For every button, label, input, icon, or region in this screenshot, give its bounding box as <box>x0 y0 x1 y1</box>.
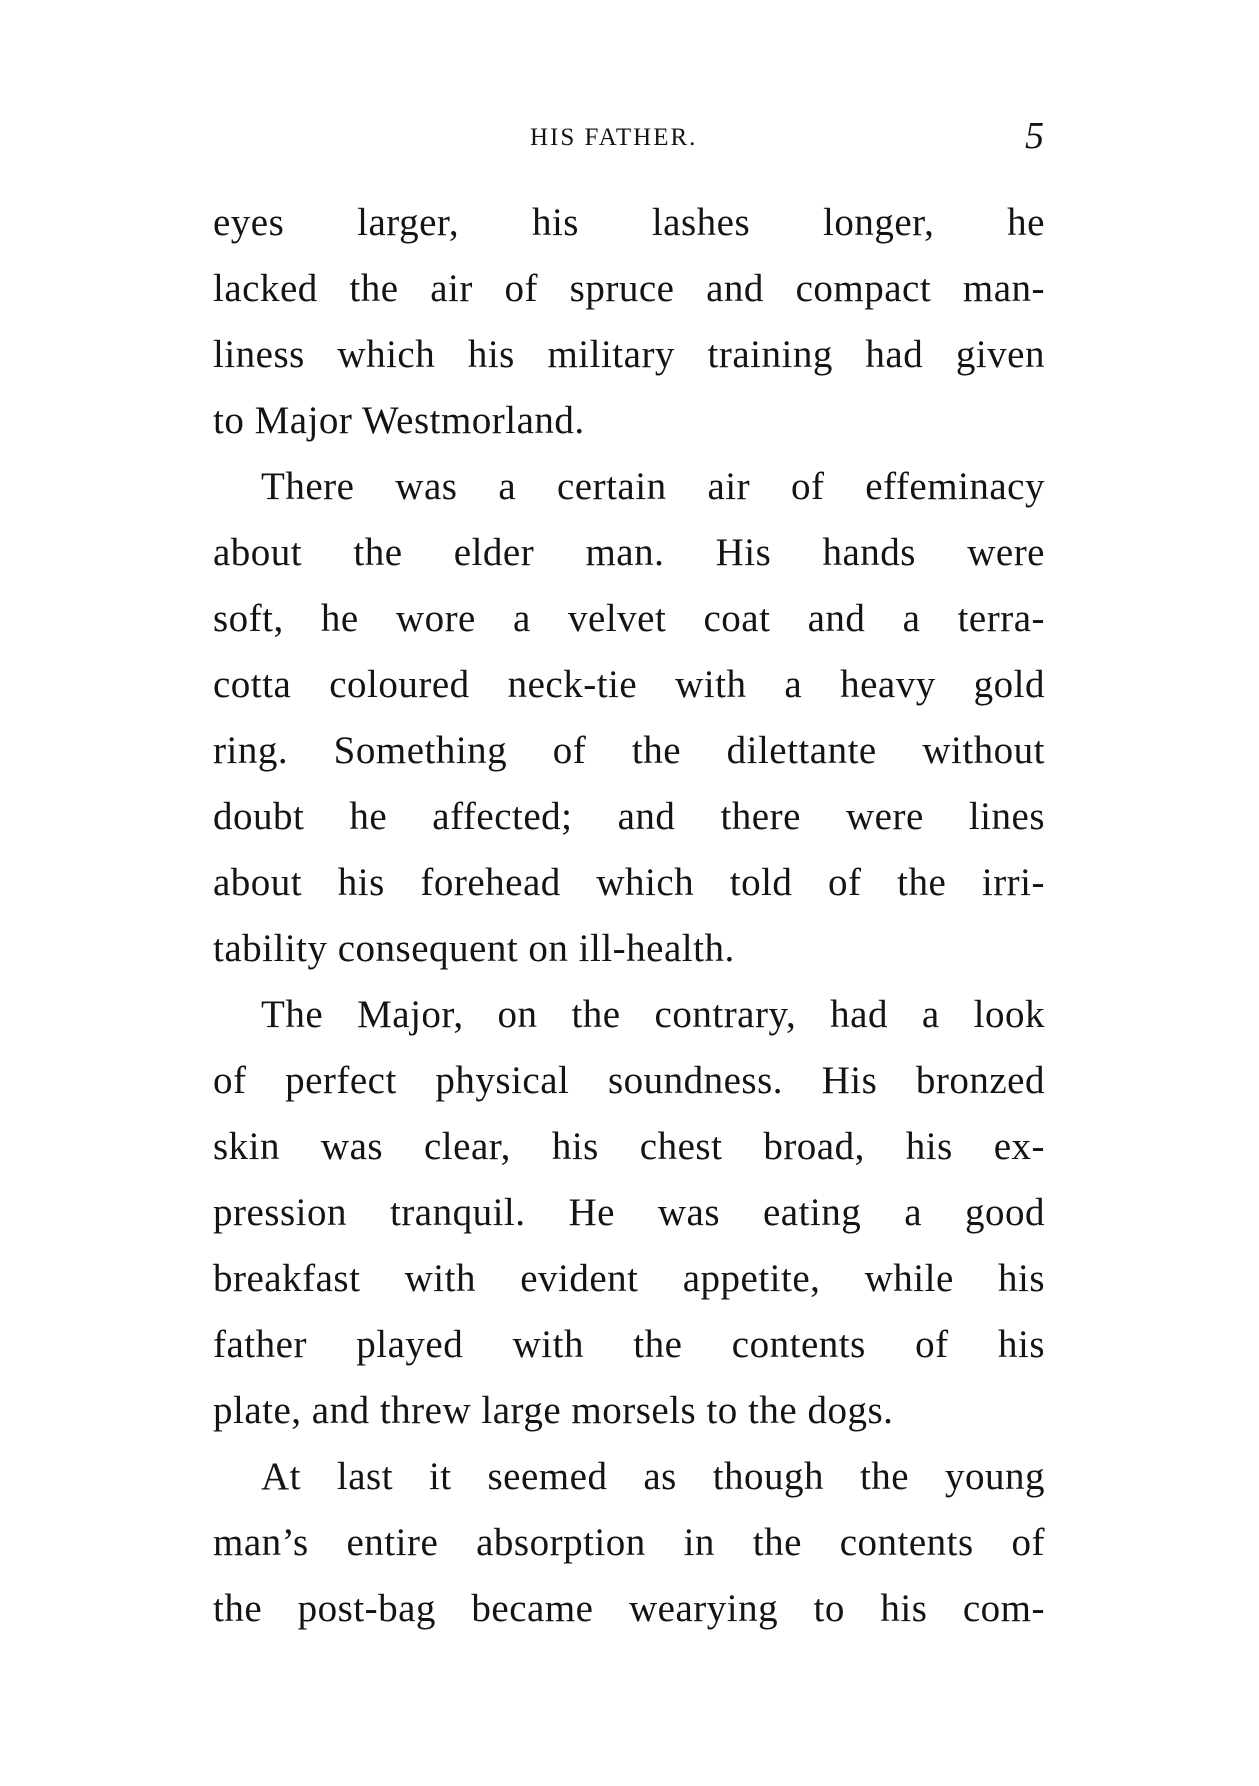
text-line: about the elder man. His hands were <box>213 531 1045 574</box>
text-line: lacked the air of spruce and compact man- <box>213 267 1045 310</box>
text-line: liness which his military training had given <box>213 333 1045 376</box>
text-line: cotta coloured neck-tie with a heavy gold <box>213 663 1045 706</box>
text-line: to Major Westmorland. <box>213 399 585 442</box>
text-line: man’s entire absorption in the contents of <box>213 1521 1045 1564</box>
text-line: skin was clear, his chest broad, his ex- <box>213 1125 1045 1168</box>
paragraph <box>213 190 1045 454</box>
text-line: soft, he wore a velvet coat and a terra- <box>213 597 1045 640</box>
text-line: about his forehead which told of the irri- <box>213 861 1045 904</box>
page-number: 5 <box>1025 115 1044 157</box>
text-line: the post-bag became wearying to his com- <box>213 1587 1045 1630</box>
running-title: HIS FATHER. <box>530 124 698 151</box>
body-text <box>213 190 1045 1642</box>
text-line: At last it seemed as though the young <box>261 1455 1045 1498</box>
text-line: father played with the contents of his <box>213 1323 1045 1366</box>
text-line: of perfect physical soundness. His bronzed <box>213 1059 1045 1102</box>
paragraph <box>213 454 1045 982</box>
text-line: The Major, on the contrary, had a look <box>261 993 1045 1036</box>
text-line: breakfast with evident appetite, while his <box>213 1257 1045 1300</box>
text-line: There was a certain air of effeminacy <box>261 465 1045 508</box>
running-head <box>0 115 1259 158</box>
text-line: pression tranquil. He was eating a good <box>213 1191 1045 1234</box>
text-line: plate, and threw large morsels to the dogs. <box>213 1389 894 1432</box>
paragraph <box>213 982 1045 1444</box>
paragraph <box>213 1444 1045 1642</box>
text-line: eyes larger, his lashes longer, he <box>213 201 1045 244</box>
text-line: doubt he affected; and there were lines <box>213 795 1045 838</box>
text-line: ring. Something of the dilettante without <box>213 729 1045 772</box>
text-line: tability consequent on ill-health. <box>213 927 735 970</box>
